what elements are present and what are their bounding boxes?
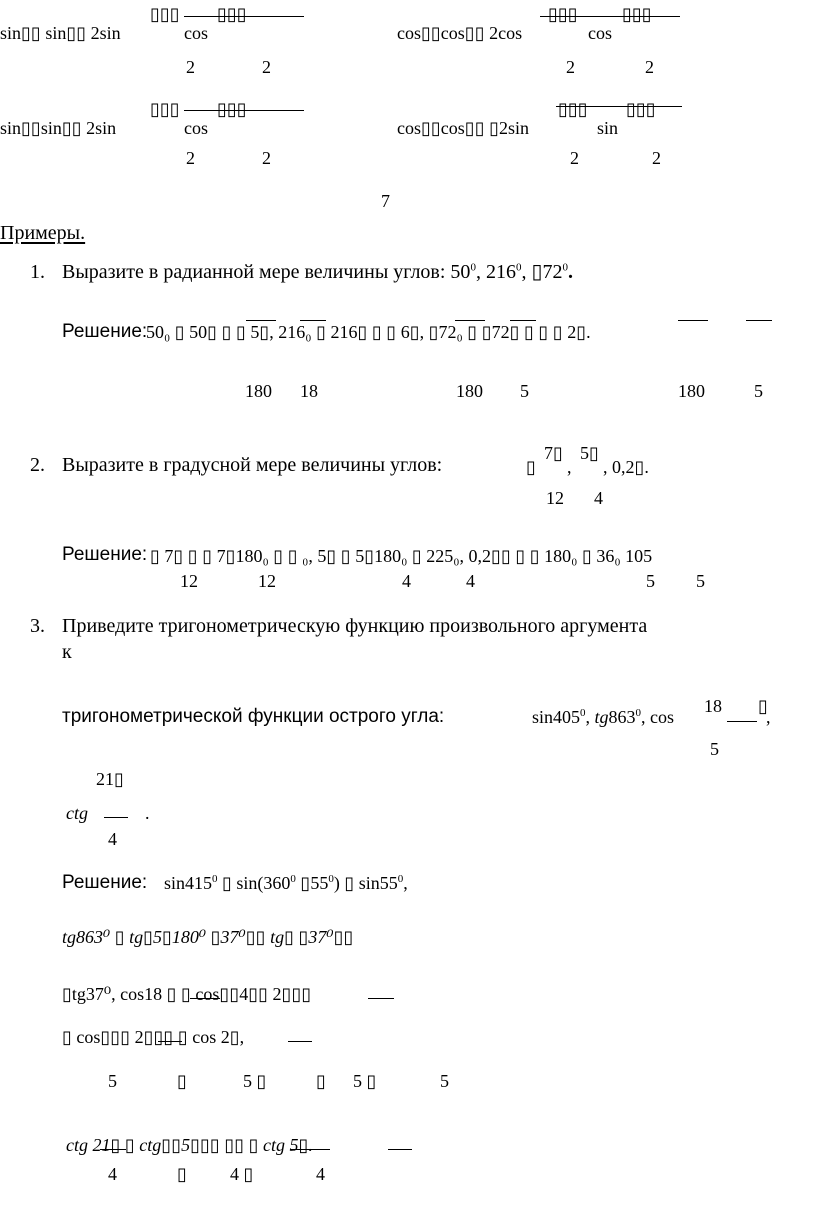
denominator: 5 ▯ xyxy=(243,1071,267,1091)
formula-numerator: ▯▯▯ xyxy=(150,4,180,24)
degree-mark: 0 xyxy=(328,873,334,885)
denominator: 5 xyxy=(520,381,529,401)
denominator: 12 xyxy=(180,571,198,591)
formula-numerator: ▯▯▯ xyxy=(558,99,588,119)
expr: ) ▯ sin55 xyxy=(333,873,398,893)
period: . xyxy=(145,803,150,823)
fraction-denominator: 12 xyxy=(546,488,564,508)
denominator: ▯ xyxy=(177,1071,187,1091)
degree-mark: 0 xyxy=(397,873,404,885)
expr: ctg 21▯ ▯ ctg▯▯5▯▯▯ ▯▯ ▯ ctg 5▯. xyxy=(66,1135,313,1155)
fraction-numerator: 21▯ xyxy=(96,769,124,789)
func: 863 xyxy=(608,707,636,727)
comma: , xyxy=(567,457,572,477)
fraction-bar xyxy=(100,1149,126,1150)
func-name: ctg xyxy=(66,803,88,823)
formula-difference-of-cosines: cos▯▯cos▯▯ ▯2sin xyxy=(397,118,530,138)
denominator: 5 xyxy=(646,571,655,591)
expr: sin415 xyxy=(164,873,213,893)
fraction-denominator: 4 xyxy=(108,829,117,849)
fraction-bar xyxy=(190,998,220,999)
fraction-bar xyxy=(288,1041,312,1042)
functions-list xyxy=(532,708,674,726)
func: , cos xyxy=(641,707,675,727)
denominator: ▯ xyxy=(316,1071,326,1091)
fraction-bar xyxy=(246,320,276,321)
item-number: 2. xyxy=(30,454,45,476)
formula-numerator: ▯▯▯ xyxy=(217,4,247,24)
formula-difference-of-sines: sin▯▯sin▯▯ 2sin xyxy=(0,118,117,138)
denominator: 180 xyxy=(678,381,705,401)
item-number: 3. xyxy=(30,615,45,637)
fraction-bar xyxy=(556,106,682,107)
expr: , xyxy=(403,873,408,893)
formula-sin-label: sin xyxy=(597,118,619,138)
denominator: 5 xyxy=(440,1071,449,1091)
fraction-bar xyxy=(510,320,536,321)
degree-mark: 0 xyxy=(580,707,586,719)
formula-cos-label: cos xyxy=(588,23,612,43)
formula-denominator: 2 xyxy=(652,148,661,168)
item-task-text: Приведите тригонометрическую функцию произвольного аргумента xyxy=(62,615,648,637)
expr: ▯55 xyxy=(295,873,329,893)
degree-mark: 0 xyxy=(562,261,568,274)
fraction-bar xyxy=(368,998,394,999)
solution-line-1 xyxy=(164,874,408,892)
item-task-text: Выразите в градусной мере величины углов: xyxy=(62,454,443,476)
solution-line-4: ▯ cos▯▯▯ 2▯▯▯ ▯ cos 2▯, xyxy=(62,1027,245,1047)
formula-denominator: 2 xyxy=(570,148,579,168)
func-name: tg xyxy=(594,707,609,727)
denominator: 180 xyxy=(456,381,483,401)
denominator: 18 xyxy=(300,381,318,401)
item-task-text-cont: к xyxy=(62,641,72,663)
fraction-bar xyxy=(727,721,757,722)
solution-label: Решение: xyxy=(62,544,148,565)
formula-denominator: 2 xyxy=(262,148,271,168)
formula-numerator: ▯▯▯ xyxy=(622,4,652,24)
denominator: 5 xyxy=(108,1071,117,1091)
denominator: 4 xyxy=(108,1164,117,1184)
formula-denominator: 2 xyxy=(645,57,654,77)
fraction-numerator: 5▯ xyxy=(580,443,599,463)
denominator: ▯ xyxy=(177,1164,187,1184)
degree-mark: 0 xyxy=(515,261,522,274)
denominator: 4 xyxy=(466,571,475,591)
denominator: 5 ▯ xyxy=(353,1071,377,1091)
formula-denominator: 2 xyxy=(186,148,195,168)
formula-sum-of-sines: sin▯▯ sin▯▯ 2sin xyxy=(0,23,121,43)
task-text: , ▯72 xyxy=(521,261,563,283)
fraction-bar xyxy=(184,16,304,17)
fraction-bar xyxy=(746,320,772,321)
solution-line: ▯ 7▯ ▯ ▯ 7▯180₀ ▯ ▯ ₀, 5▯ ▯ 5▯180₀ ▯ 225₀, 0,2▯▯ ▯ ▯ 180₀ ▯ 36₀ 105 xyxy=(150,546,653,566)
expr: ▯ sin(360 xyxy=(217,873,291,893)
item-number: 1. xyxy=(30,261,45,283)
fraction-bar xyxy=(678,320,708,321)
fraction-bar xyxy=(388,1149,412,1150)
comma: , xyxy=(766,707,771,727)
formula-numerator: ▯▯▯ xyxy=(217,99,247,119)
degree-mark: 0 xyxy=(290,873,296,885)
solution-line-3: ▯tg37⁰, cos18 ▯ ▯ cos▯▯4▯▯ 2▯▯▯ xyxy=(62,984,312,1004)
fraction-bar xyxy=(184,110,304,111)
formula-denominator: 2 xyxy=(566,57,575,77)
formula-numerator: ▯▯▯ xyxy=(626,99,656,119)
denominator: 4 xyxy=(316,1164,325,1184)
solution-label: Решение: xyxy=(62,321,148,342)
formula-cos-label: cos xyxy=(184,118,208,138)
separator: , xyxy=(585,707,595,727)
fraction-denominator: 5 xyxy=(710,739,719,759)
fraction-bar xyxy=(290,1149,330,1150)
fraction-bar xyxy=(455,320,485,321)
fraction-numerator: 7▯ xyxy=(544,443,563,463)
degree-mark: 0 xyxy=(470,261,476,274)
formula-sum-of-cosines: cos▯▯cos▯▯ 2cos xyxy=(397,23,523,43)
formula-numerator: ▯▯▯ xyxy=(548,4,578,24)
solution-line: 50₀ ▯ 50▯ ▯ ▯ 5▯, 216₀ ▯ 216▯ ▯ ▯ 6▯, ▯72₀ ▯ ▯72▯ ▯ ▯ ▯ 2▯. xyxy=(146,322,591,342)
solution-line-2: tg863⁰ ▯ tg▯5▯180⁰ ▯37⁰▯▯ tg▯ ▯37⁰▯▯ xyxy=(62,927,354,947)
func: sin405 xyxy=(532,707,581,727)
fraction-denominator: 4 xyxy=(594,488,603,508)
section-heading: Примеры. xyxy=(0,222,86,244)
task-text: , 216 xyxy=(475,261,516,283)
item-task-text: тригонометрической функции острого угла: xyxy=(62,706,445,727)
denominator: 12 xyxy=(258,571,276,591)
fraction-numerator: 18 xyxy=(704,696,722,716)
denominator: 180 xyxy=(245,381,272,401)
formula-cos-label: cos xyxy=(184,23,208,43)
item-task-text xyxy=(62,262,573,282)
fraction-bar xyxy=(300,320,326,321)
task-text: Выразите в радианной мере величины углов: 50 xyxy=(62,261,471,283)
denominator: 5 xyxy=(696,571,705,591)
denominator: 5 xyxy=(754,381,763,401)
fraction-bar xyxy=(104,817,128,818)
task-tail: , 0,2▯. xyxy=(603,457,649,477)
fraction-bar xyxy=(158,1041,182,1042)
formula-denominator: 2 xyxy=(186,57,195,77)
formula-denominator: 2 xyxy=(262,57,271,77)
page-number: 7 xyxy=(381,191,390,211)
solution-label: Решение: xyxy=(62,872,148,893)
degree-mark: 0 xyxy=(212,873,218,885)
formula-numerator: ▯▯▯ xyxy=(150,99,180,119)
denominator: 4 ▯ xyxy=(230,1164,254,1184)
degree-mark: 0 xyxy=(635,707,642,719)
task-end: . xyxy=(567,261,573,283)
denominator: 4 xyxy=(402,571,411,591)
minus-sign: ▯ xyxy=(526,457,536,477)
solution-line-5 xyxy=(66,1136,313,1154)
fraction-bar xyxy=(540,16,680,17)
fraction-symbol: ▯ xyxy=(758,696,768,716)
